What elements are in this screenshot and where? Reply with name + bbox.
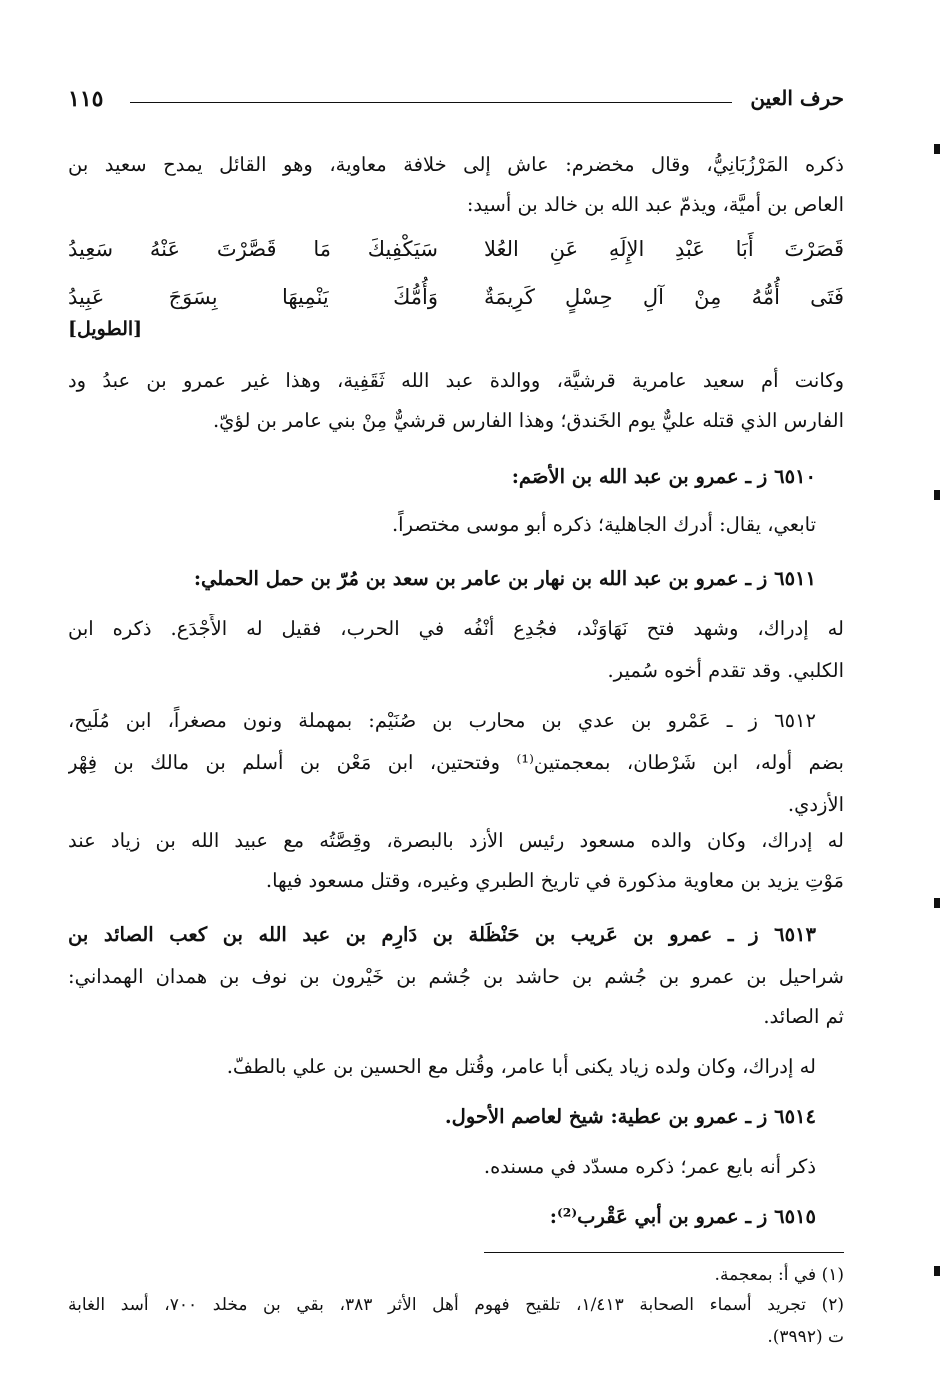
entry-heading: ٦٥١٢ ز ـ عَمْرو بن عدي بن محارب بن صُنَيْم: بمهملة ونون مصغراً، ابن مُلَيح، (68, 709, 816, 732)
body-line: له إدراك، وكان والده مسعود رئيس الأزد بالبصرة، وقِصَّتُه مع عبيد الله بن زياد عند (68, 829, 844, 852)
body-line: شراحيل بن عمرو بن جُشم بن حاشد بن جُشم بن خَيْرون بن نوف بن همدان الهمداني: (68, 965, 844, 988)
body-line: ذكره المَرْزُبَانِيُّ، وقال مخضرم: عاش إلى خلافة معاوية، وهو القائل يمدح سعيد بن (68, 153, 844, 176)
footnote-rule (484, 1252, 844, 1253)
entry-heading: ٦٥١٠ ز ـ عمرو بن عبد الله بن الأصَم: (511, 465, 816, 488)
entry-heading: ٦٥١١ ز ـ عمرو بن عبد الله بن نهار بن عامر بن سعد بن مُرّ بن حمل الحملي: (193, 567, 816, 590)
scan-edge-mark (934, 144, 940, 154)
running-title: حرف العين (750, 86, 844, 110)
body-line: تابعي، يقال: أدرك الجاهلية؛ ذكره أبو موسى مختصراً. (391, 513, 816, 536)
verse-meter: [الطويل] (68, 318, 143, 340)
body-line: مَوْتِ يزيد بن معاوية مذكورة في تاريخ الطبري وغيره، وقتل مسعود فيها. (265, 869, 844, 892)
footnote: (١) في أ: بمعجمة. (714, 1265, 844, 1285)
body-line: ذكر أنه بايع عمر؛ ذكره مسدّد في مسنده. (483, 1155, 816, 1178)
header-rule (130, 102, 732, 103)
verse-hemistich: سَيَكْفِيكَ مَا قَصَّرْتَ عَنْهُ سَعِيدُ (68, 237, 438, 261)
verse-hemistich: قَصَرْتَ أَبَا عَبْدِ الإِلَهِ عَنِ العُلا (484, 237, 844, 261)
scan-edge-mark (934, 898, 940, 908)
footnote: ت (٣٩٩٢). (767, 1327, 844, 1347)
body-line: الأزدي. (787, 793, 844, 816)
scan-edge-mark (934, 490, 940, 500)
body-line: له إدراك، وكان ولده زياد يكنى أبا عامر، وقُتل مع الحسين بن علي بالطفّ. (226, 1055, 816, 1078)
verse-hemistich: فَتَى أُمُّهُ مِنْ آلِ حِسْلٍ كَرِيمَةٌ (484, 285, 844, 309)
body-line: الكلبي. وقد تقدم أخوه سُمير. (607, 659, 844, 682)
body-line: له إدراك، وشهد فتح نَهَاوَنْد، فجُدِع أنْفُه في الحرب، فقيل له الأَجْدَع. ذكره ابن (68, 617, 844, 640)
body-line: وكانت أم سعيد عامرية قرشيَّة، ووالدة عبد الله ثَقَفِية، وهذا غير عمرو بن عبدُ ود (68, 369, 844, 392)
page-number: ١١٥ (68, 86, 104, 112)
page-header (68, 86, 844, 118)
entry-heading: ٦٥١٤ ز ـ عمرو بن عطية: شيخ لعاصم الأحول. (444, 1105, 816, 1128)
entry-heading: ٦٥١٥ ز ـ عمرو بن أبي عَقْرب⁽²⁾: (549, 1205, 816, 1228)
body-line: العاص بن أميَّة، ويذمّ عبد الله بن خالد بن أسيد: (466, 193, 844, 216)
entry-heading: ٦٥١٣ ز ـ عمرو بن عَريب بن حَنْظَلة بن دَارِم بن عبد الله بن كعب الصائد بن (68, 923, 816, 946)
verse-hemistich: وَأُمُّكَ يَنْمِيهَا بِسَوَجَ عَبِيدُ (68, 285, 438, 309)
body-line: بضم أوله، ابن شَرْطان، بمعجمتين⁽¹⁾ وفتحتين، ابن مَعْن بن أسلم بن مالك بن فِهْر (68, 751, 844, 774)
body-line: ثم الصائد. (763, 1005, 844, 1028)
body-line: الفارس الذي قتله عليٌّ يوم الخَندق؛ وهذا الفارس قرشيٌّ مِنْ بني عامر بن لؤيّ. (212, 409, 844, 432)
footnote: (٢) تجريد أسماء الصحابة ١/٤١٣، تلقيح فهوم أهل الأثر ٣٨٣، بقي بن مخلد ٧٠٠، أسد الغابة (68, 1295, 844, 1315)
scan-edge-mark (934, 1266, 940, 1276)
